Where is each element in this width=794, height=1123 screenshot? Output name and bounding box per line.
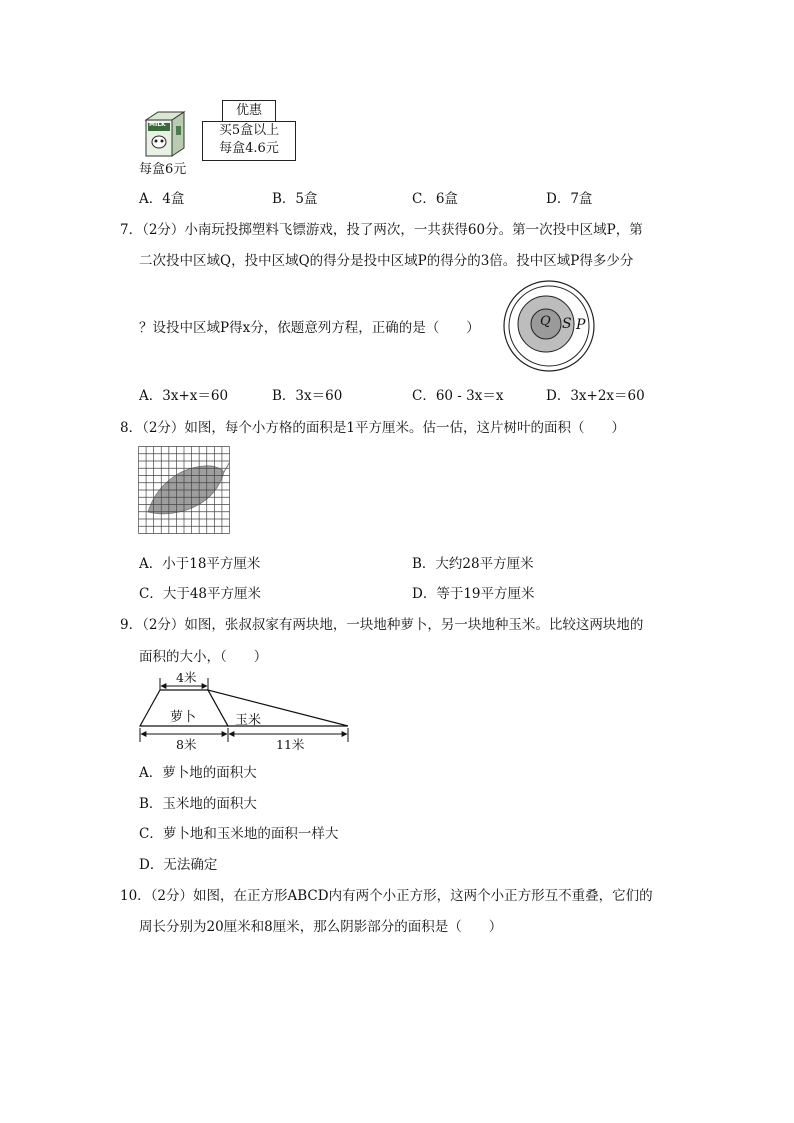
q7-option-b: B．3x＝60	[272, 388, 343, 404]
promo-title: 优惠	[235, 103, 262, 118]
q9-line-2: 面积的大小，（ ）	[139, 649, 268, 665]
milk-box-illustration	[140, 108, 190, 158]
q10-line-2: 周长分别为20厘米和8厘米，那么阴影部分的面积是（ ）	[139, 919, 503, 935]
q7-line-3: ？设投中区域P得x分，依题意列方程，正确的是（ ）	[139, 320, 480, 336]
q9-line-1: 9．（2分）如图，张叔叔家有两块地，一块地种萝卜，另一块地种玉米。比较这两块地的	[120, 617, 644, 633]
q6-option-d: D．7盒	[546, 191, 593, 207]
promo-line-2: 每盒4.6元	[219, 141, 279, 156]
radish-label: 萝卜	[170, 710, 197, 725]
q7-option-a: A．3x+x＝60	[139, 388, 229, 404]
dim-bottom-left-label: 8米	[176, 737, 197, 752]
target-label-p: P	[576, 317, 586, 333]
q9-option-a: A．萝卜地的面积大	[139, 765, 257, 781]
leaf-grid-diagram	[138, 446, 230, 534]
q9-option-d: D．无法确定	[139, 857, 218, 873]
q8-option-b: B．大约28平方厘米	[412, 556, 534, 572]
target-label-s: S	[562, 316, 572, 332]
q7-line-2: 二次投中区域Q，投中区域Q的得分是投中区域P的得分的3倍。投中区域P得多少分	[139, 253, 634, 269]
q8-option-d: D．等于19平方厘米	[412, 586, 535, 602]
promo-title-box	[222, 100, 276, 122]
price-label: 每盒6元	[139, 162, 187, 177]
dim-top-label: 4米	[176, 670, 197, 685]
q8-option-c: C．大于48平方厘米	[139, 586, 262, 602]
q10-line-1: 10．（2分）如图，在正方形ABCD内有两个小正方形，这两个小正方形互不重叠，它们的	[120, 888, 653, 904]
q7-option-c: C．60 - 3x＝x	[412, 388, 504, 404]
q7-option-d: D．3x+2x＝60	[546, 388, 645, 404]
q9-option-b: B．玉米地的面积大	[139, 796, 257, 812]
promo-line-1: 买5盒以上	[218, 123, 280, 138]
dim-bottom-right-label: 11米	[276, 737, 305, 752]
q8-option-a: A．小于18平方厘米	[139, 556, 261, 572]
promo-box	[202, 121, 296, 161]
target-label-q: Q	[540, 314, 551, 329]
q8-line-1: 8．（2分）如图，每个小方格的面积是1平方厘米。估一估，这片树叶的面积（ ）	[120, 420, 626, 436]
corn-label: 玉米	[235, 713, 262, 728]
q7-line-1: 7．（2分）小南玩投掷塑料飞镖游戏，投了两次，一共获得60分。第一次投中区域P，第	[120, 222, 643, 238]
q6-option-c: C．6盒	[412, 191, 458, 207]
milk-box-brand: MILK	[149, 121, 166, 128]
q6-option-b: B．5盒	[272, 191, 318, 207]
q9-option-c: C．萝卜地和玉米地的面积一样大	[139, 826, 339, 842]
q6-option-a: A．4盒	[139, 191, 185, 207]
